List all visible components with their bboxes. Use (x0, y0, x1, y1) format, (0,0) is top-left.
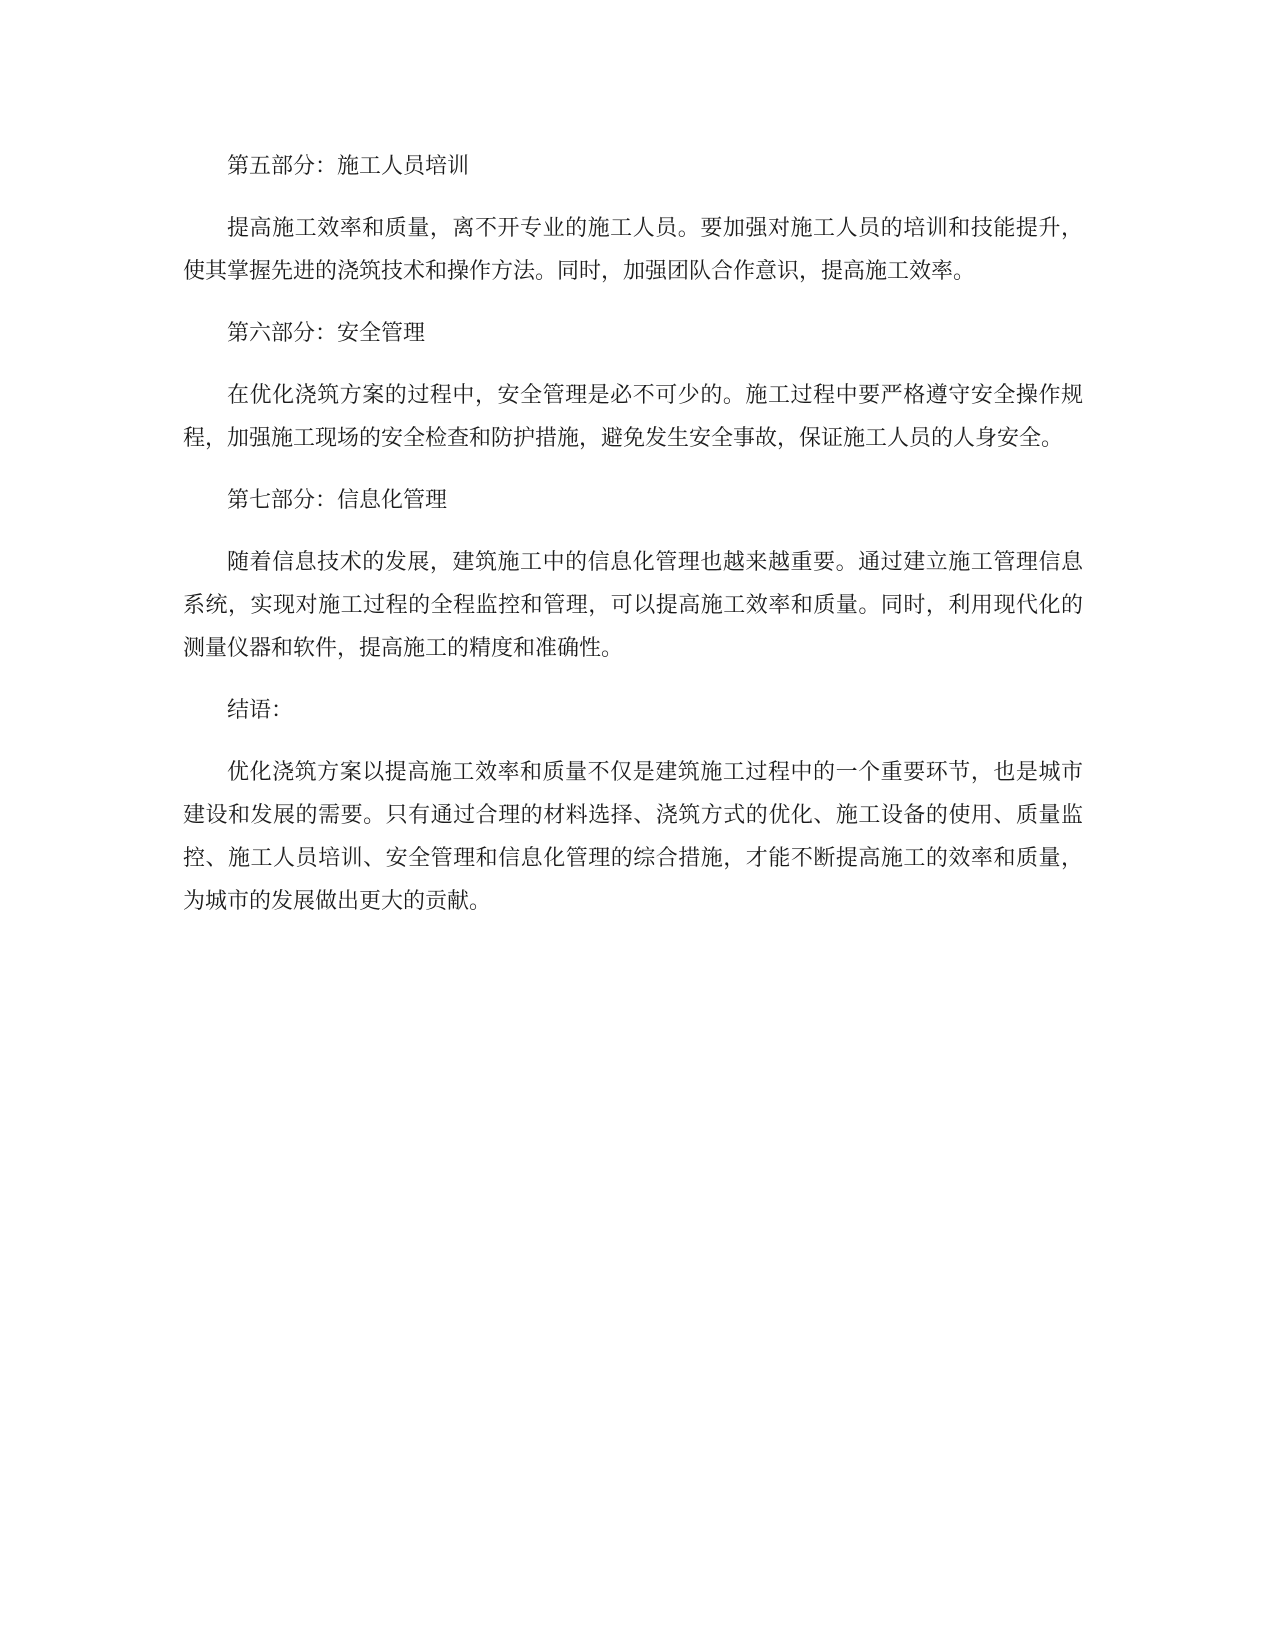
section-heading: 第五部分：施工人员培训 (227, 154, 470, 179)
section-conclusion (183, 689, 1083, 923)
section-heading: 第六部分：安全管理 (227, 321, 426, 346)
section-training (183, 145, 1083, 293)
section-informatization (183, 479, 1083, 670)
section-safety (183, 312, 1083, 460)
section-paragraph: 优化浇筑方案以提高施工效率和质量不仅是建筑施工过程中的一个重要环节，也是城市建设和发展的需要。只有通过合理的材料选择、浇筑方式的优化、施工设备的使用、质量监控、施工人员培训、安全管理和信息化管理的综合措施，才能不断提高施工的效率和质量，为城市的发展做出更大的贡献。 (183, 760, 1083, 914)
section-paragraph: 提高施工效率和质量，离不开专业的施工人员。要加强对施工人员的培训和技能提升，使其掌握先进的浇筑技术和操作方法。同时，加强团队合作意识，提高施工效率。 (183, 216, 1083, 284)
section-paragraph: 在优化浇筑方案的过程中，安全管理是必不可少的。施工过程中要严格遵守安全操作规程，加强施工现场的安全检查和防护措施，避免发生安全事故，保证施工人员的人身安全。 (183, 383, 1083, 451)
document-body (183, 145, 1083, 942)
section-heading: 结语： (227, 698, 294, 723)
section-paragraph: 随着信息技术的发展，建筑施工中的信息化管理也越来越重要。通过建立施工管理信息系统，实现对施工过程的全程监控和管理，可以提高施工效率和质量。同时，利用现代化的测量仪器和软件，提高施工的精度和准确性。 (183, 550, 1083, 661)
section-heading: 第七部分：信息化管理 (227, 488, 448, 513)
